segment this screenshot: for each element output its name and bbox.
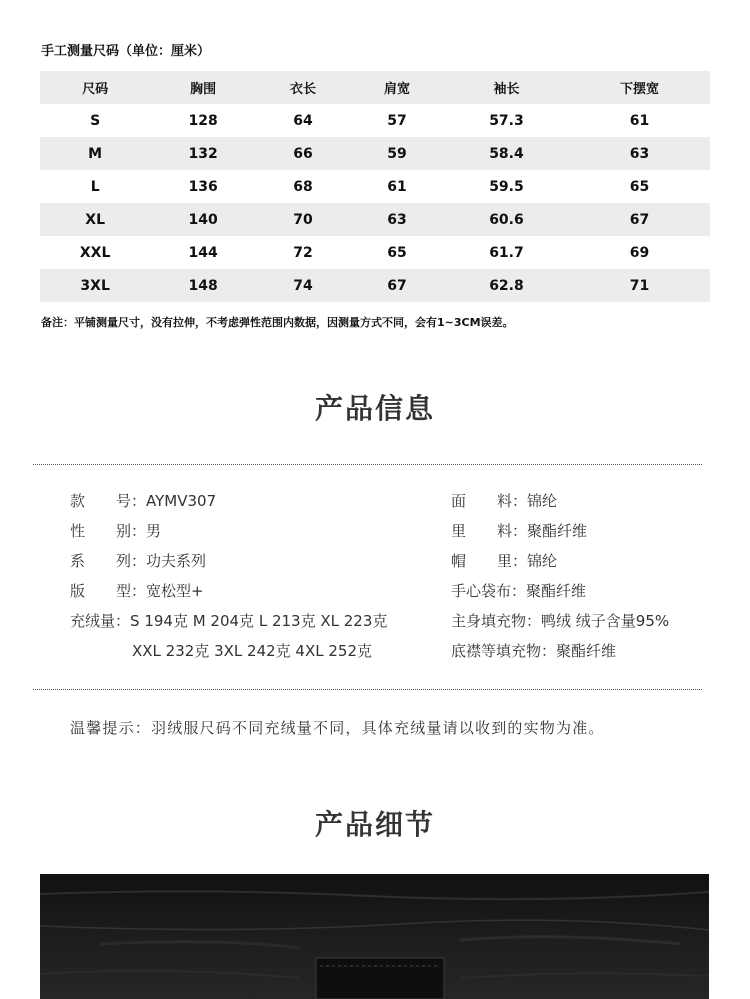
sleeve-cell: 58.4 — [444, 137, 569, 170]
sleeve-cell: 60.6 — [444, 203, 569, 236]
chest-cell: 148 — [150, 269, 256, 302]
shoulder-cell: 63 — [350, 203, 444, 236]
info-row-style-no: 款号：AYMV307 — [70, 486, 387, 516]
table-row — [40, 203, 710, 236]
fit-value: 宽松型+ — [146, 582, 204, 600]
hem-cell: 61 — [629, 112, 650, 129]
info-row-pocket-cloth: 手心袋布：聚酯纤维 — [451, 576, 669, 606]
info-row-gender: 性别：男 — [70, 516, 387, 546]
jacket-fabric-image — [40, 874, 709, 999]
shoulder-cell: 57 — [387, 112, 407, 129]
info-row-series: 系列：功夫系列 — [70, 546, 387, 576]
info-label: 版 — [70, 582, 117, 600]
style-number-value: AYMV307 — [146, 492, 217, 510]
hem-cell: 71 — [569, 269, 710, 302]
size-table — [40, 71, 710, 302]
chest-cell: 140 — [150, 203, 256, 236]
size-table-header — [40, 71, 710, 104]
info-label: 系 — [70, 552, 117, 570]
divider — [33, 464, 702, 465]
header-cell: 袖长 — [444, 71, 569, 104]
sleeve-cell: 62.8 — [444, 269, 569, 302]
info-label: 面 — [451, 492, 498, 510]
size-cell: S — [90, 112, 101, 129]
measurement-note: 备注：平铺测量尺寸，没有拉伸，不考虑弹性范围内数据，因测量方式不同，会有1~3CM误差。 — [41, 316, 514, 329]
shoulder-cell: 65 — [387, 244, 407, 261]
length-cell: 66 — [256, 137, 350, 170]
info-label: 帽 — [451, 552, 498, 570]
size-chart-title: 手工测量尺码（单位：厘米） — [41, 44, 211, 59]
header-cell: 肩宽 — [350, 71, 444, 104]
info-label: 主身填充物 — [451, 612, 527, 630]
body-filling-value: 鸭绒 绒子含量95% — [541, 612, 670, 630]
sleeve-cell: 61.7 — [489, 244, 524, 261]
fabric-value: 锦纶 — [527, 492, 558, 510]
hem-cell: 63 — [569, 137, 710, 170]
table-row — [40, 170, 710, 203]
length-cell: 74 — [256, 269, 350, 302]
info-row-fill-weight: 充绒量：S 194克 M 204克 L 213克 XL 223克 — [70, 606, 387, 636]
chest-cell: 144 — [188, 244, 218, 261]
sleeve-cell: 59.5 — [489, 178, 524, 195]
hem-cell: 65 — [629, 178, 650, 195]
info-right-column — [451, 486, 669, 666]
length-cell: 70 — [256, 203, 350, 236]
divider — [33, 689, 702, 690]
info-label: 手心袋布 — [451, 582, 512, 600]
info-label: 充绒量 — [70, 612, 116, 630]
size-cell: M — [40, 137, 150, 170]
lining-value: 聚酯纤维 — [527, 522, 588, 540]
table-row — [40, 137, 710, 170]
shoulder-cell: 61 — [387, 178, 407, 195]
info-row-fit: 版型：宽松型+ — [70, 576, 387, 606]
series-value: 功夫系列 — [146, 552, 207, 570]
header-cell: 下摆宽 — [569, 71, 710, 104]
hem-cell: 69 — [629, 244, 650, 261]
info-label: 款 — [70, 492, 117, 510]
size-cell: XXL — [79, 244, 111, 261]
gender-value: 男 — [146, 522, 162, 540]
fill-weight-value: S 194克 M 204克 L 213克 XL 223克 — [130, 612, 388, 630]
header-cell: 尺码 — [40, 71, 150, 104]
pocket-cloth-value: 聚酯纤维 — [526, 582, 587, 600]
info-row-fill-weight-cont — [70, 636, 387, 666]
warm-tip: 温馨提示：羽绒服尺码不同充绒量不同，具体充绒量请以收到的实物为准。 — [70, 719, 605, 737]
info-row-body-filling: 主身填充物：鸭绒 绒子含量95% — [451, 606, 669, 636]
table-row — [40, 269, 710, 302]
info-row-fabric: 面料：锦纶 — [451, 486, 669, 516]
size-cell: 3XL — [40, 269, 150, 302]
info-row-placket-filling: 底襟等填充物：聚酯纤维 — [451, 636, 669, 666]
shoulder-cell: 59 — [350, 137, 444, 170]
shoulder-cell: 67 — [350, 269, 444, 302]
product-info-title: 产品信息 — [314, 392, 435, 425]
hood-lining-value: 锦纶 — [527, 552, 558, 570]
length-cell: 64 — [293, 112, 313, 129]
product-detail-title: 产品细节 — [314, 808, 435, 841]
size-cell: L — [90, 178, 100, 195]
info-label: 里 — [451, 522, 498, 540]
chest-cell: 128 — [188, 112, 218, 129]
info-row-lining: 里料：聚酯纤维 — [451, 516, 669, 546]
chest-cell: 132 — [150, 137, 256, 170]
header-cell: 衣长 — [256, 71, 350, 104]
length-cell: 68 — [293, 178, 313, 195]
chest-cell: 136 — [188, 178, 218, 195]
sleeve-cell: 57.3 — [489, 112, 524, 129]
header-cell: 胸围 — [150, 71, 256, 104]
info-left-column — [70, 486, 387, 666]
hem-cell: 67 — [569, 203, 710, 236]
table-row — [40, 104, 710, 137]
placket-filling-value: 聚酯纤维 — [556, 642, 617, 660]
info-row-hood-lining: 帽里：锦纶 — [451, 546, 669, 576]
product-detail-photo — [40, 874, 709, 999]
info-label: 底襟等填充物 — [451, 642, 542, 660]
info-label: 性 — [70, 522, 117, 540]
size-cell: XL — [40, 203, 150, 236]
length-cell: 72 — [293, 244, 313, 261]
fill-weight-value-cont: XXL 232克 3XL 242克 4XL 252克 — [132, 642, 372, 660]
table-row — [40, 236, 710, 269]
